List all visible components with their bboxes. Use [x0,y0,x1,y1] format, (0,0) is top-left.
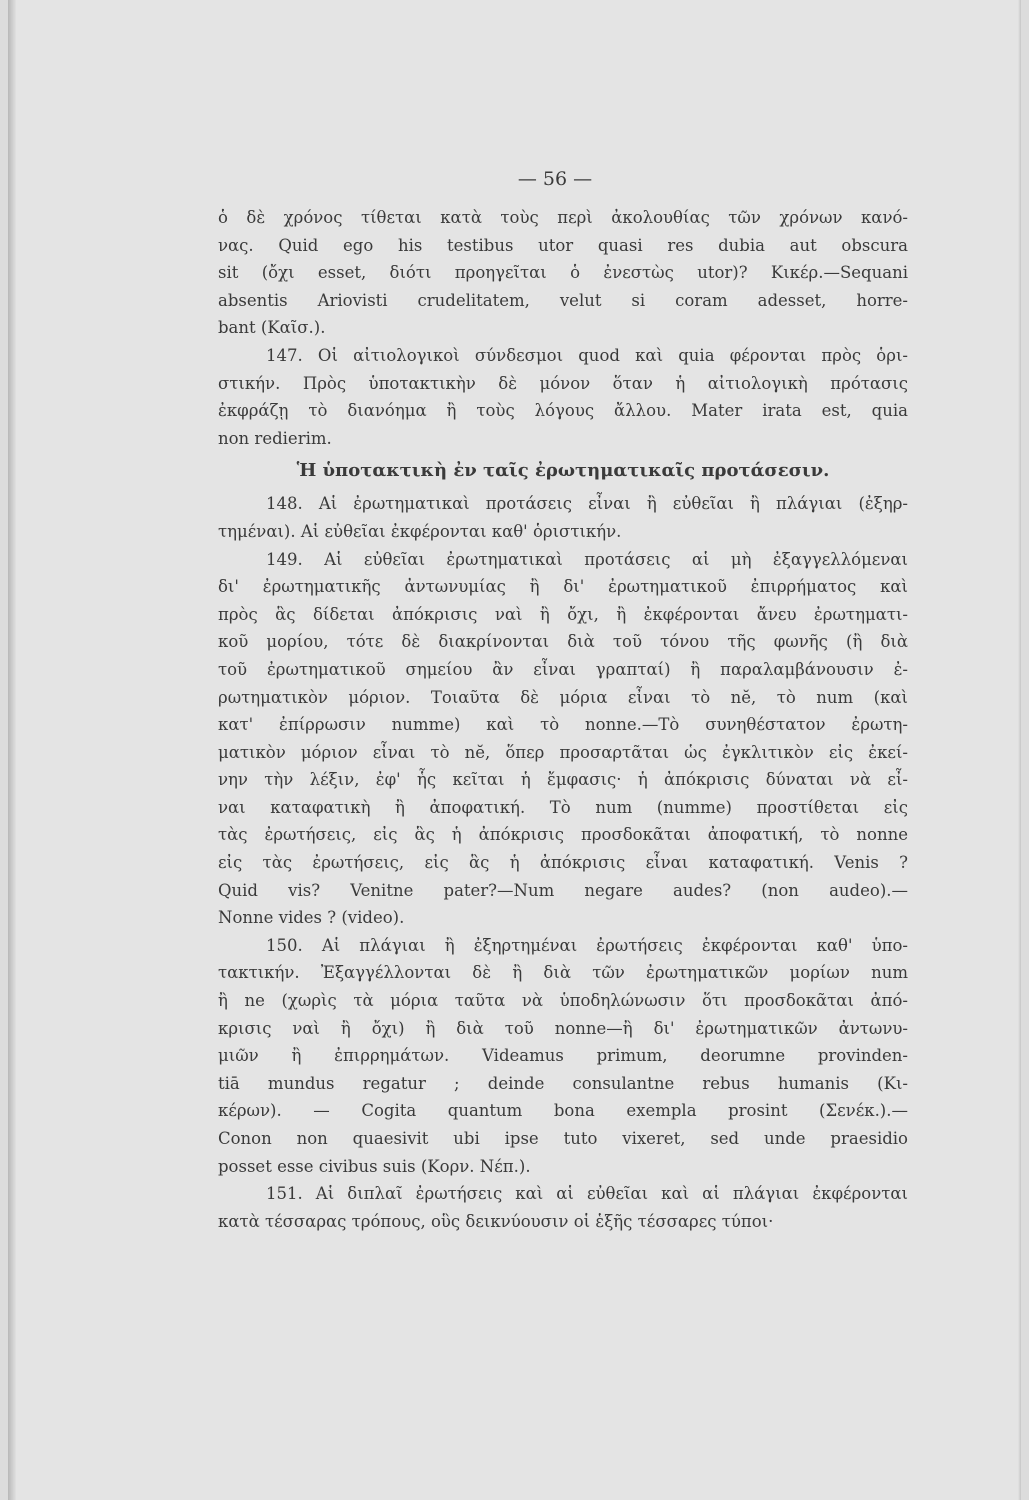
text-line: sit (ὄχι esset, διότι προηγεῖται ὁ ἐνεστὼς utor)? Κικέρ.—Sequani [218,263,908,283]
text-line: τημέναι). Αἱ εὐθεῖαι ἐκφέρονται καθ' ὁριστικήν. [218,521,622,541]
text-line: 151. Αἱ διπλαῖ ἐρωτήσεις καὶ αἱ εὐθεῖαι καὶ αἱ πλάγιαι ἐκφέρονται [266,1184,908,1204]
text-line: στικήν. Πρὸς ὑποτακτικὴν δὲ μόνον ὅταν ἡ αἰτιολογικὴ πρότασις [218,373,908,393]
text-line: Conon non quaesivit ubi ipse tuto vixeret, sed unde praesidio [218,1129,908,1148]
text-line: κέρων). — Cogita quantum bona exempla prosint (Σενέκ.).— [218,1101,908,1121]
text-line: ὁ δὲ χρόνος τίθεται κατὰ τοὺς περὶ ἀκολουθίας τῶν χρόνων κανό- [218,208,908,227]
text-line: Quid vis? Venitne pater?—Num negare audes? (non audeo).— [218,880,908,900]
text-line: ἢ ne (χωρὶς τὰ μόρια ταῦτα νὰ ὑποδηλώνωσιν ὅτι προσδοκᾶται ἀπό- [218,991,908,1011]
text-line: εἰς τὰς ἐρωτήσεις, εἰς ἃς ἡ ἀπόκρισις εἶναι καταφατική. Venis ? [218,853,908,873]
text-line: 148. Αἱ ἐρωτηματικαὶ προτάσεις εἶναι ἢ εὐθεῖαι ἢ πλάγιαι (ἐξηρ- [266,494,908,514]
text-line: Nonne vides ? (video). [218,908,405,928]
text-line: τὰς ἐρωτήσεις, εἰς ἃς ἡ ἀπόκρισις προσδοκᾶται ἀποφατική, τὸ nonne [218,825,908,845]
text-line: κρισις ναὶ ἢ ὄχι) ἢ διὰ τοῦ nonne—ἢ δι' ἐρωτηματικῶν ἀντωνυ- [218,1018,908,1038]
text-line: ναι καταφατικὴ ἢ ἀποφατική. Τὸ num (numme) προστίθεται εἰς [218,797,908,817]
text-line: δι' ἐρωτηματικῆς ἀντωνυμίας ἢ δι' ἐρωτηματικοῦ ἐπιρρήματος καὶ [218,577,908,597]
text-line: bant (Καῖσ.). [218,318,326,338]
text-line: 147. Οἱ αἰτιολογικοὶ σύνδεσμοι quod καὶ quia φέρονται πρὸς ὁρι- [266,345,908,365]
book-page [8,0,1021,1500]
text-line: τοῦ ἐρωτηματικοῦ σημείου ἂν εἶναι γραπταί) ἢ παραλαμβάνουσιν ἐ- [218,659,908,679]
text-line: 150. Αἱ πλάγιαι ἢ ἐξηρτημέναι ἐρωτήσεις ἐκφέρονται καθ' ὑπο- [266,935,908,955]
text-line: νας. Quid ego his testibus utor quasi res dubia aut obscura [218,235,908,255]
text-line: absentis Ariovisti crudelitatem, velut si coram adesset, horre- [218,290,908,310]
text-line: posset esse civibus suis (Κορν. Νέπ.). [218,1156,531,1176]
text-line: κατὰ τέσσαρας τρόπους, οὓς δεικνύουσιν οἱ ἑξῆς τέσσαρες τύποι· [218,1211,774,1231]
text-line: πρὸς ἃς δίδεται ἀπόκρισις ναὶ ἢ ὄχι, ἢ ἐκφέρονται ἄνευ ἐρωτηματι- [218,604,908,624]
text-line: μιῶν ἢ ἐπιρρημάτων. Videamus primum, deorumne provinden- [218,1046,908,1066]
text-line: non redierim. [218,428,332,448]
page-text [218,168,908,1235]
text-line: ρωτηματικὸν μόριον. Τοιαῦτα δὲ μόρια εἶναι τὸ nĕ, τὸ num (καὶ [218,687,908,707]
text-line: ἐκφράζῃ τὸ διανόημα ἢ τοὺς λόγους ἄλλου. Mater irata est, quia [218,401,908,421]
text-line: 149. Αἱ εὐθεῖαι ἐρωτηματικαὶ προτάσεις αἱ μὴ ἐξαγγελλόμεναι [266,549,908,569]
page-number: — 56 — [517,168,593,190]
text-line: κοῦ μορίου, τότε δὲ διακρίνονται διὰ τοῦ τόνου τῆς φωνῆς (ἢ διὰ [218,632,908,652]
section-heading: Ἡ ὑποτακτικὴ ἐν ταῖς ἐρωτηματικαῖς προτάσεσιν. [296,460,830,482]
text-line: νην τὴν λέξιν, ἐφ' ἧς κεῖται ἡ ἔμφασις· ἡ ἀπόκρισις δύναται νὰ εἶ- [218,770,908,790]
text-line: κατ' ἐπίρρωσιν numme) καὶ τὸ nonne.—Τὸ συνηθέστατον ἐρωτη- [218,715,908,735]
text-line: ματικὸν μόριον εἶναι τὸ nĕ, ὅπερ προσαρτᾶται ὡς ἐγκλιτικὸν εἰς ἐκεί- [218,742,908,762]
text-line: tiā mundus regatur ; deinde consulantne rebus humanis (Κι- [218,1073,908,1093]
text-line: τακτικήν. Ἐξαγγέλλονται δὲ ἢ διὰ τῶν ἐρωτηματικῶν μορίων num [218,963,908,983]
